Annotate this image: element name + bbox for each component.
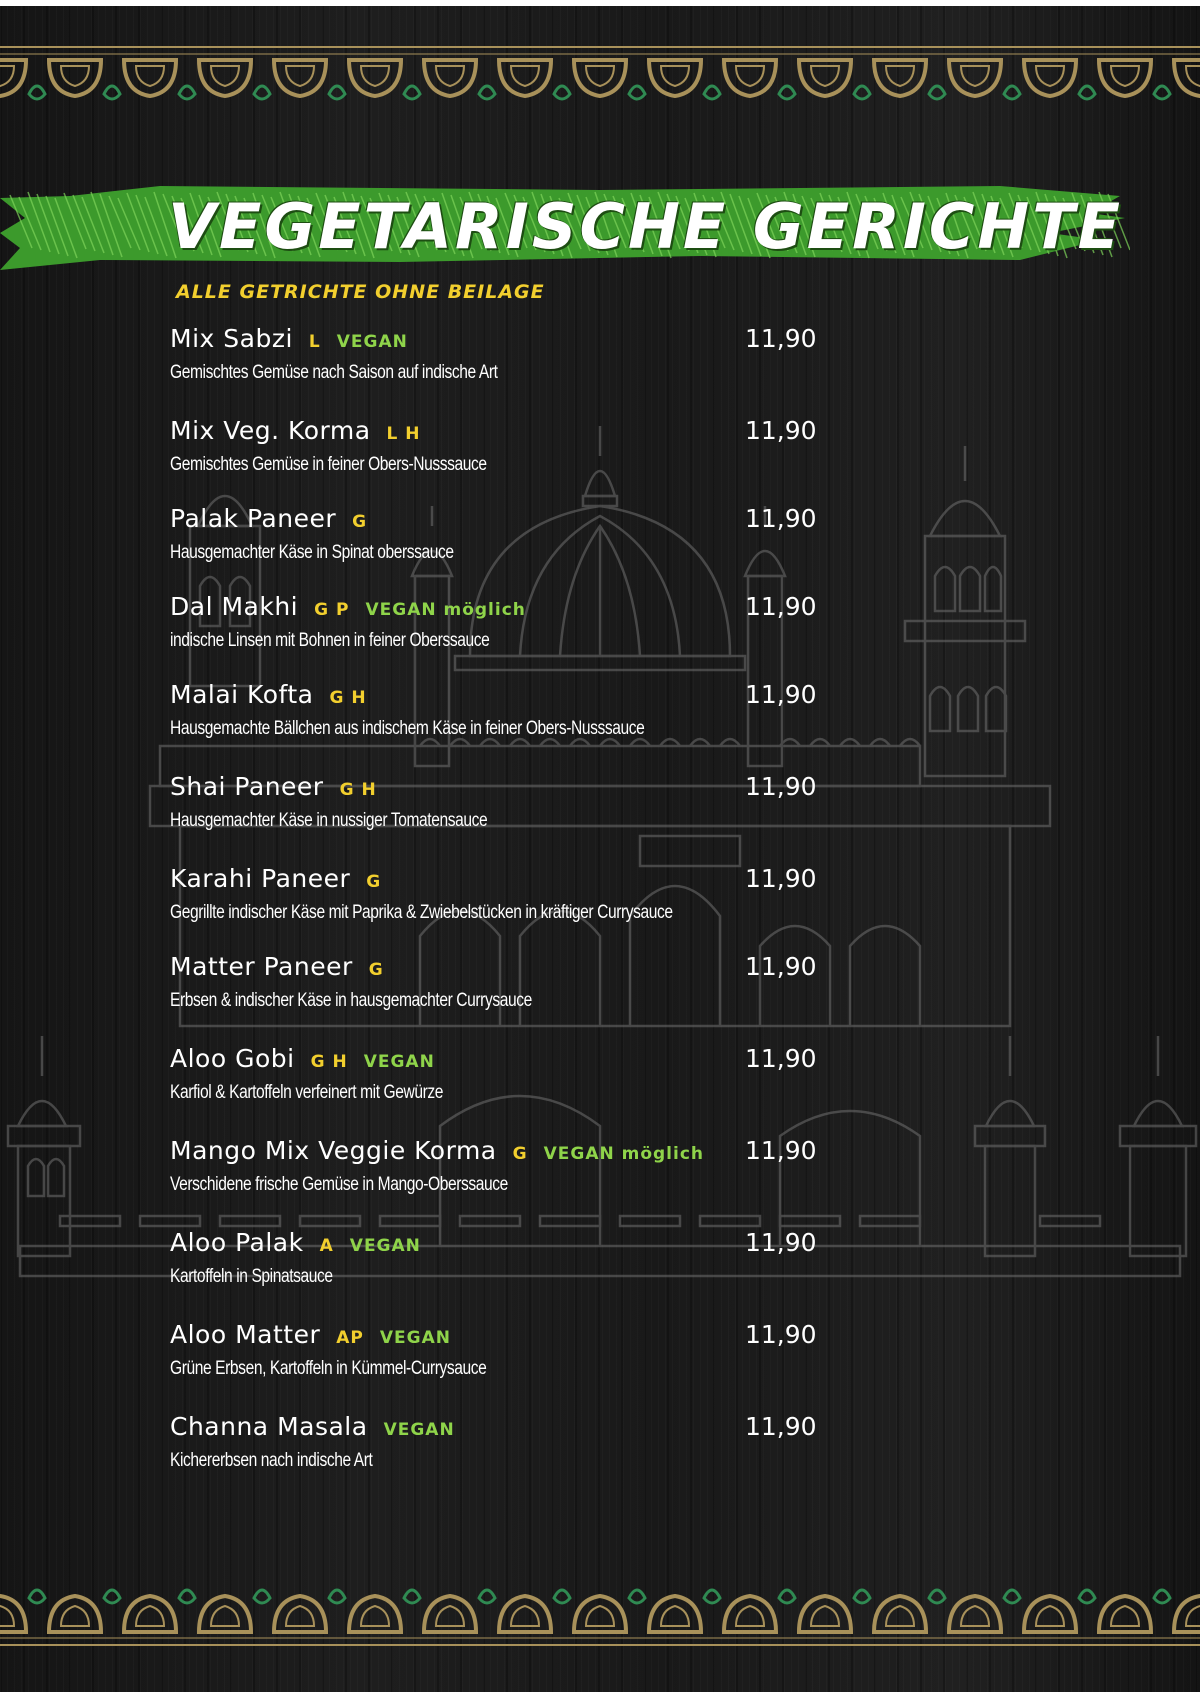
item-price: 11,90 (745, 416, 817, 445)
paisley-ornament-icon (1024, 1590, 1095, 1632)
item-description: Gemischtes Gemüse nach Saison auf indische Art (170, 362, 498, 383)
item-name (170, 1228, 421, 1257)
paisley-ornament-icon (274, 1590, 345, 1632)
item-description: Erbsen & indischer Käse in hausgemachter Currysauce (170, 990, 532, 1011)
menu-item (0, 1320, 1200, 1400)
paisley-ornament-icon (574, 60, 645, 99)
paisley-ornament-icon (49, 1590, 120, 1632)
allergen-codes: G P (314, 600, 350, 620)
item-tags (336, 1328, 451, 1348)
item-tags (366, 872, 397, 892)
allergen-codes: G H (310, 1052, 348, 1072)
item-name-text: Palak Paneer (170, 504, 337, 533)
item-price: 11,90 (745, 1412, 817, 1441)
paisley-ornament-icon (0, 1590, 45, 1632)
vegan-badge: VEGAN (383, 1420, 455, 1440)
item-description: Gegrillte indischer Käse mit Paprika & Zwiebelstücken in kräftiger Currysauce (170, 902, 673, 923)
page-subtitle: ALLE GETRICHTE OHNE BEILAGE (176, 281, 545, 303)
item-price: 11,90 (745, 1320, 817, 1349)
item-description: Verschidene frische Gemüse in Mango-Oberssauce (170, 1174, 508, 1195)
paisley-ornament-icon (499, 60, 570, 99)
paisley-ornament-icon (274, 60, 345, 99)
paisley-ornament-icon (574, 1590, 645, 1632)
paisley-ornament-icon (949, 60, 1020, 99)
paisley-ornament-icon (1174, 1590, 1200, 1632)
item-name (170, 416, 437, 445)
item-description: Kichererbsen nach indische Art (170, 1450, 373, 1471)
item-name (170, 1412, 455, 1441)
menu-item (0, 1044, 1200, 1124)
paisley-ornament-icon (349, 60, 420, 99)
paisley-ornament-icon (1099, 1590, 1170, 1632)
item-tags (314, 600, 526, 620)
item-description: Hausgemachter Käse in nussiger Tomatensauce (170, 810, 488, 831)
item-tags (340, 780, 393, 800)
allergen-codes: A (319, 1236, 334, 1256)
item-price: 11,90 (745, 772, 817, 801)
menu-item (0, 680, 1200, 760)
menu-item (0, 1136, 1200, 1216)
paisley-ornament-icon (649, 60, 720, 99)
paisley-ornament-icon (124, 1590, 195, 1632)
paisley-ornament-icon (1099, 60, 1170, 99)
allergen-codes: L H (386, 424, 421, 444)
item-name-text: Mix Sabzi (170, 324, 293, 353)
page-title: VEGETARISCHE GERICHTE (168, 190, 1123, 263)
item-tags (311, 1052, 435, 1072)
item-tags (309, 332, 408, 352)
menu-item (0, 416, 1200, 496)
vegan-badge: VEGAN (379, 1328, 451, 1348)
item-tags (369, 960, 400, 980)
vegan-badge: VEGAN (349, 1236, 421, 1256)
paisley-ornament-icon (124, 60, 195, 99)
item-description: Grüne Erbsen, Kartoffeln in Kümmel-Currysauce (170, 1358, 487, 1379)
item-name (170, 1044, 435, 1073)
menu-item (0, 864, 1200, 944)
allergen-codes: G H (329, 688, 367, 708)
paisley-ornament-icon (724, 60, 795, 99)
item-price: 11,90 (745, 1228, 817, 1257)
item-name (170, 324, 408, 353)
item-price: 11,90 (745, 680, 817, 709)
item-name-text: Mix Veg. Korma (170, 416, 371, 445)
paisley-ornament-icon (799, 1590, 870, 1632)
menu-item (0, 1412, 1200, 1492)
item-name-text: Aloo Gobi (170, 1044, 295, 1073)
item-name-text: Matter Paneer (170, 952, 353, 981)
menu-item (0, 504, 1200, 584)
item-name-text: Aloo Palak (170, 1228, 304, 1257)
item-tags (513, 1144, 704, 1164)
bottom-ornament-border (0, 1586, 1200, 1646)
paisley-ornament-icon (199, 1590, 270, 1632)
paisley-ornament-icon (349, 1590, 420, 1632)
item-name-text: Channa Masala (170, 1412, 368, 1441)
paisley-ornament-icon (49, 60, 120, 99)
item-name-text: Mango Mix Veggie Korma (170, 1136, 497, 1165)
title-block (0, 178, 1200, 278)
item-price: 11,90 (745, 1044, 817, 1073)
item-name (170, 864, 397, 893)
item-description: indische Linsen mit Bohnen in feiner Oberssauce (170, 630, 490, 651)
paisley-ornament-icon (874, 60, 945, 99)
item-name (170, 772, 393, 801)
item-name (170, 504, 383, 533)
item-price: 11,90 (745, 864, 817, 893)
paisley-ornament-icon (799, 60, 870, 99)
paisley-ornament-icon (649, 1590, 720, 1632)
item-name (170, 1136, 704, 1165)
menu-item (0, 772, 1200, 852)
item-name-text: Dal Makhi (170, 592, 299, 621)
item-price: 11,90 (745, 504, 817, 533)
item-name (170, 952, 400, 981)
menu-item (0, 592, 1200, 672)
paisley-ornament-icon (424, 1590, 495, 1632)
menu-page (0, 6, 1200, 1692)
item-description: Hausgemachte Bällchen aus indischem Käse in feiner Obers-Nusssauce (170, 718, 645, 739)
menu-item (0, 324, 1200, 404)
allergen-codes: G (512, 1144, 528, 1164)
vegan-badge: VEGAN (336, 332, 408, 352)
item-tags (320, 1236, 421, 1256)
item-price: 11,90 (745, 1136, 817, 1165)
top-ornament-border (0, 46, 1200, 106)
paisley-ornament-icon (199, 60, 270, 99)
vegan-badge: VEGAN möglich (543, 1144, 705, 1164)
item-tags (384, 1420, 455, 1440)
paisley-ornament-icon (0, 60, 45, 99)
paisley-ornament-icon (499, 1590, 570, 1632)
item-description: Hausgemachter Käse in Spinat oberssauce (170, 542, 454, 563)
paisley-ornament-icon (1024, 60, 1095, 99)
item-tags (329, 688, 382, 708)
allergen-codes: G (352, 512, 368, 532)
item-description: Gemischtes Gemüse in feiner Obers-Nusssauce (170, 454, 487, 475)
item-description: Kartoffeln in Spinatsauce (170, 1266, 333, 1287)
paisley-ornament-icon (874, 1590, 945, 1632)
allergen-codes: AP (336, 1328, 364, 1348)
paisley-ornament-icon (424, 60, 495, 99)
item-price: 11,90 (745, 324, 817, 353)
item-price: 11,90 (745, 952, 817, 981)
paisley-ornament-icon (1174, 60, 1200, 99)
allergen-codes: G H (339, 780, 377, 800)
item-name-text: Karahi Paneer (170, 864, 351, 893)
item-name (170, 592, 526, 621)
menu-item (0, 952, 1200, 1032)
item-name-text: Malai Kofta (170, 680, 314, 709)
vegan-badge: VEGAN (363, 1052, 435, 1072)
item-description: Karfiol & Kartoffeln verfeinert mit Gewürze (170, 1082, 444, 1103)
paisley-ornament-icon (724, 1590, 795, 1632)
vegan-badge: VEGAN möglich (365, 600, 526, 620)
item-name (170, 680, 383, 709)
paisley-ornament-icon (949, 1590, 1020, 1632)
item-name-text: Shai Paneer (170, 772, 324, 801)
menu-item (0, 1228, 1200, 1308)
item-name-text: Aloo Matter (170, 1320, 321, 1349)
item-tags (352, 512, 383, 532)
item-tags (387, 424, 437, 444)
allergen-codes: G (368, 960, 384, 980)
allergen-codes: L (308, 332, 321, 352)
allergen-codes: G (366, 872, 382, 892)
item-name (170, 1320, 451, 1349)
item-price: 11,90 (745, 592, 817, 621)
